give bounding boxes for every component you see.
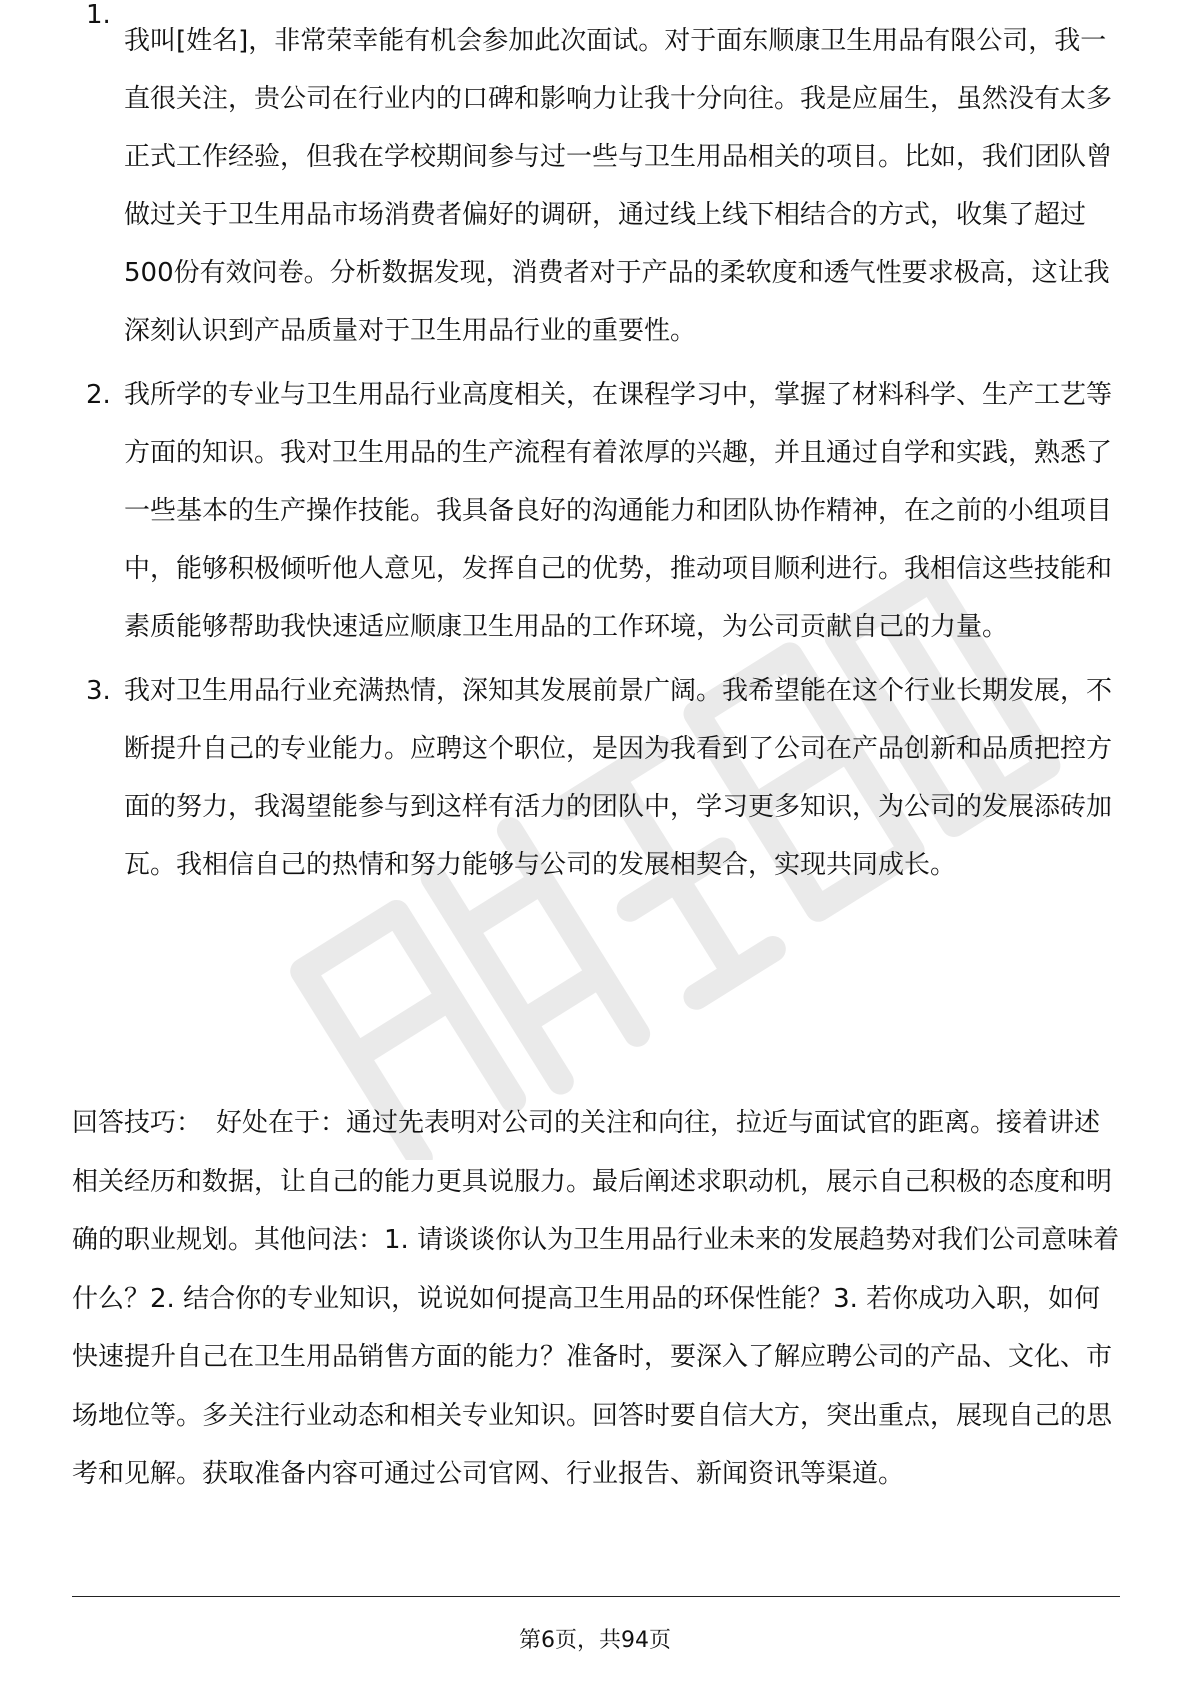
answer-list [72,0,1120,894]
footer-divider [72,1596,1120,1597]
answer-item [72,366,1120,656]
tips-text: 好处在于：通过先表明对公司的关注和向往，拉近与面试官的距离。接着讲述相关经历和数据，让自己的能力更具说服力。最后阐述求职动机，展示自己积极的态度和明确的职业规划。其他问法：1. 请谈谈你认为卫生用品行业未来的发展趋势对我们公司意味着什么？2. 结合你的专业知识，说说如何提高卫生用品的环保性能？3. 若你成功入职，如何快速提升自己在卫生用品销售方面的能力？准备时，要深入了解应聘公司的产品、文化、市场地位等。多关注行业动态和相关专业知识。回答时要自信大方，突出重点，展现自己的思考和见解。获取准备内容可通过公司官网、行业报告、新闻资讯等渠道。 [72,1108,1120,1489]
list-number: 2. [86,380,111,410]
list-number: 3. [86,676,111,706]
tips-label: 回答技巧： [72,1108,203,1138]
answer-text: 我对卫生用品行业充满热情，深知其发展前景广阔。我希望能在这个行业长期发展，不断提升自己的专业能力。应聘这个职位，是因为我看到了公司在产品创新和品质把控方面的努力，我渴望能参与到这样有活力的团队中，学习更多知识，为公司的发展添砖加瓦。我相信自己的热情和努力能够与公司的发展相契合，实现共同成长。 [124,676,1113,880]
answer-text: 我叫[姓名]，非常荣幸能有机会参加此次面试。对于面东顺康卫生用品有限公司，我一直很关注，贵公司在行业内的口碑和影响力让我十分向往。我是应届生，虽然没有太多正式工作经验，但我在学校期间参与过一些与卫生用品相关的项目。比如，我们团队曾做过关于卫生用品市场消费者偏好的调研，通过线上线下相结合的方式，收集了超过500份有效问卷。分析数据发现，消费者对于产品的柔软度和透气性要求极高，这让我深刻认识到产品质量对于卫生用品行业的重要性。 [124,26,1113,346]
answer-item [72,0,1120,360]
answer-item [72,662,1120,894]
list-number: 1. [86,0,111,30]
answer-tips [72,1094,1122,1504]
page-number: 第6页，共94页 [519,1628,671,1653]
answer-text: 我所学的专业与卫生用品行业高度相关，在课程学习中，掌握了材料科学、生产工艺等方面的知识。我对卫生用品的生产流程有着浓厚的兴趣，并且通过自学和实践，熟悉了一些基本的生产操作技能。我具备良好的沟通能力和团队协作精神，在之前的小组项目中，能够积极倾听他人意见，发挥自己的优势，推动项目顺利进行。我相信这些技能和素质能够帮助我快速适应顺康卫生用品的工作环境，为公司贡献自己的力量。 [124,380,1113,642]
